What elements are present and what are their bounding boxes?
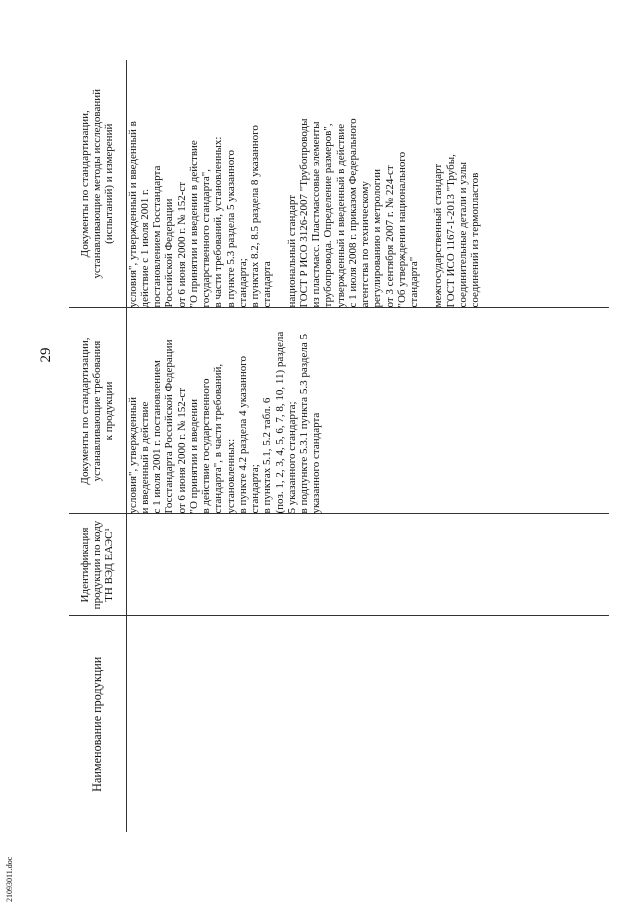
text-line: с 1 июля 2008 г. приказом Федерального — [346, 118, 359, 308]
cell-requirements-standards — [126, 308, 609, 514]
text-line: соединительные детали и узлы — [456, 161, 469, 308]
text-line: Документы по стандартизации, — [78, 110, 91, 258]
text-line: в действие государственного — [200, 378, 212, 514]
text-line: стандарта; — [249, 464, 261, 514]
text-line: ГОСТ Р ИСО 3126-2007 "Трубопроводы — [297, 118, 310, 308]
text-line: Российской Федерации — [163, 198, 176, 308]
text-line: "О принятии и введении в действие — [187, 140, 200, 308]
text-line: Идентификация — [78, 527, 91, 603]
text-line: стандарта", в части требований, — [212, 363, 225, 514]
table-header-row — [69, 60, 126, 832]
text-line: (испытаний) и измерений — [103, 123, 116, 244]
text-line: действие с 1 июля 2001 г. — [138, 188, 151, 308]
test-methods-block-2 — [286, 60, 421, 308]
document-file-id: 21093011.doc — [5, 856, 14, 902]
test-methods-block-3 — [432, 60, 481, 308]
text-line: (поз. 1, 2, 3, 4, 5, 6, 7, 8, 10, 11) раздела — [273, 331, 286, 514]
cell-product-name — [126, 616, 609, 832]
text-line: стандарта; — [236, 258, 249, 308]
text-line: в пункте 5.3 раздела 5 указанного — [224, 149, 237, 308]
text-line: Госстандарта Российской Федерации — [163, 339, 176, 514]
text-line: агентства по техническому — [359, 181, 371, 308]
header-test-methods-standards — [69, 60, 126, 308]
text-line: с 1 июля 2001 г. постановлением — [151, 360, 163, 514]
text-line: ТН ВЭД ЕАЭС¹ — [103, 528, 116, 602]
requirements-text — [127, 309, 323, 514]
cell-tn-ved-code — [126, 514, 609, 616]
text-line: в части требований, установленных: — [212, 136, 225, 308]
regulation-table — [69, 60, 609, 832]
text-line: стандарта" — [408, 256, 420, 308]
table-row — [126, 60, 609, 832]
header-product-name: Наименование продукции — [69, 616, 126, 832]
page-number: 29 — [38, 347, 54, 363]
header-tn-ved-code — [69, 514, 126, 616]
text-line: устанавливающие требования — [91, 340, 104, 482]
text-line: из пластмасс. Пластмассовые элементы — [310, 121, 322, 308]
text-line: стандарта — [261, 261, 274, 308]
text-line: "О принятии и введении — [187, 398, 200, 514]
text-line: от 6 июня 2000 г. № 152-ст — [175, 387, 188, 514]
text-line: трубопровода. Определение размеров", — [322, 123, 335, 308]
cell-test-methods-standards — [126, 60, 609, 308]
text-line: национальный стандарт — [285, 194, 298, 308]
text-line: 5 указанного стандарта; — [285, 401, 298, 514]
text-line: устанавливающие методы исследований — [91, 88, 104, 279]
text-line: указанного стандарта — [310, 412, 323, 514]
text-line: в подпункте 5.3.1 пункта 5.3 раздела 5 — [298, 334, 310, 514]
text-line: в пунктах 5.1, 5.2 табл. 6 — [261, 397, 274, 514]
text-line: утвержденный и введенный в действие — [334, 123, 347, 308]
text-line: государственного стандарта", — [200, 169, 212, 308]
text-line: Документы по стандартизации, — [78, 337, 91, 485]
test-methods-block-1 — [127, 60, 274, 308]
text-line: от 6 июня 2000 г. № 152-ст — [175, 181, 188, 308]
text-line: "Об утверждении национального — [395, 151, 408, 308]
text-line: продукции по коду — [91, 520, 104, 610]
text-line: в пунктах 8.2, 8.5 раздела 8 указанного — [249, 125, 261, 308]
text-line: условия", утвержденный — [126, 397, 139, 514]
text-line: ГОСТ ИСО 1167-1-2013 "Трубы, — [444, 154, 457, 308]
text-line: постановлением Госстандарта — [151, 165, 163, 308]
text-line: к продукции — [103, 381, 116, 441]
text-line: установленных: — [224, 438, 237, 514]
header-requirements-standards — [69, 308, 126, 514]
text-line: межгосударственный стандарт — [432, 163, 445, 308]
text-line: и введенный в действие — [138, 401, 151, 514]
text-line: регулированию и метрологии — [371, 168, 384, 308]
text-line: от 3 сентября 2007 г. № 224-ст — [383, 165, 396, 308]
text-line: соединений из термопластов — [469, 172, 481, 308]
text-line: условия", утвержденный и введенный в — [126, 121, 139, 308]
text-line: в пункте 4.2 раздела 4 указанного — [236, 355, 249, 514]
